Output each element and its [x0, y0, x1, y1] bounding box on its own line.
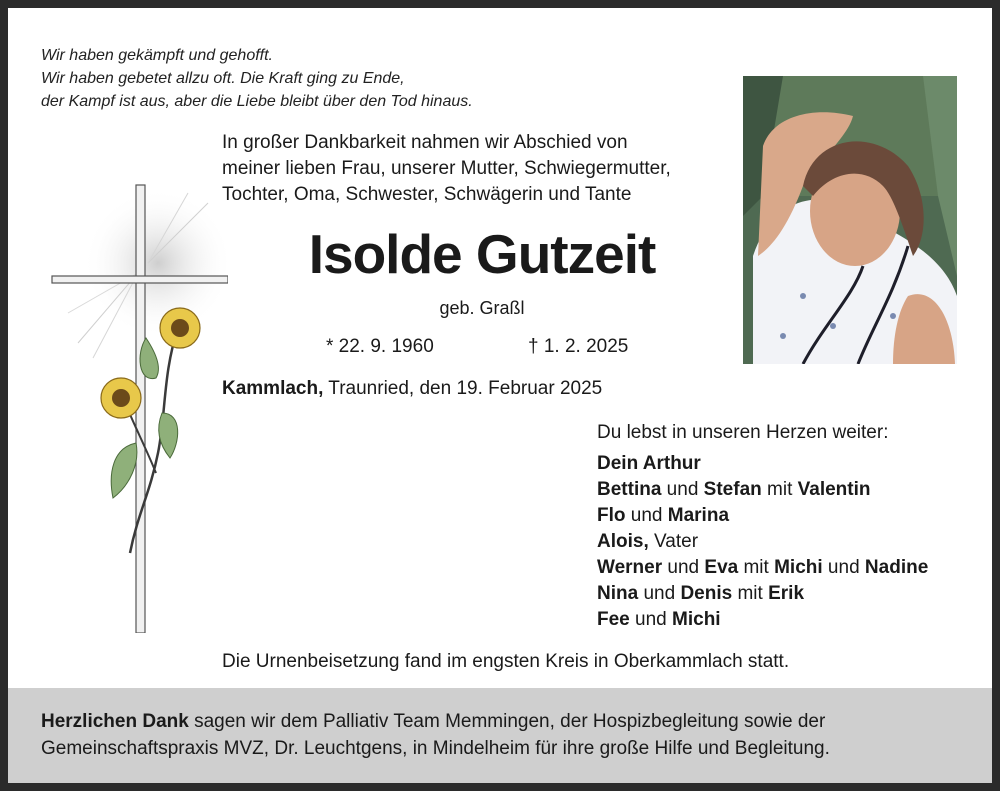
family-line — [597, 503, 928, 529]
sunflower-upper — [160, 308, 200, 348]
intro-text — [222, 130, 671, 208]
family-intro: Du lebst in unseren Herzen weiter: — [597, 422, 889, 443]
family-name: Stefan — [703, 479, 762, 500]
family-connector: mit — [761, 479, 798, 500]
family-connector: und — [662, 557, 705, 578]
intro-line: In großer Dankbarkeit nahmen wir Abschied von — [222, 132, 628, 153]
memorial-quote — [41, 44, 473, 113]
family-connector: Vater — [648, 531, 699, 552]
family-connector: und — [638, 583, 681, 604]
family-name: Michi — [774, 557, 823, 578]
family-name: Alois, — [597, 531, 649, 552]
obituary-card — [8, 8, 992, 783]
family-connector: und — [661, 479, 704, 500]
thanks-line: Gemeinschaftspraxis MVZ, Dr. Leuchtgens, in Mindelheim für ihre große Hilfe und Begleitung. — [41, 738, 830, 759]
family-name: Fee — [597, 609, 630, 630]
family-line — [597, 607, 928, 633]
family-name: Marina — [667, 505, 730, 526]
rays-shading — [68, 188, 228, 358]
born-name: geb. Graßl — [439, 298, 525, 318]
portrait-photo — [743, 76, 957, 364]
place-town: Kammlach, — [222, 378, 324, 399]
thanks-text — [41, 708, 830, 762]
family-connector: mit — [732, 583, 769, 604]
family-connector: und — [625, 505, 668, 526]
family-name: Werner — [597, 557, 663, 578]
family-connector: mit — [738, 557, 775, 578]
family-connector: und — [822, 557, 865, 578]
deceased-name: Isolde Gutzeit — [308, 223, 656, 285]
intro-line: meiner lieben Frau, unserer Mutter, Schwiegermutter, — [222, 158, 671, 179]
quote-line: Wir haben gekämpft und gehofft. — [41, 47, 273, 64]
family-name: Nina — [597, 583, 639, 604]
family-name: Michi — [672, 609, 721, 630]
death-date: † 1. 2. 2025 — [528, 336, 629, 357]
family-name: Nadine — [864, 557, 929, 578]
family-name: Flo — [597, 505, 626, 526]
family-line — [597, 555, 928, 581]
thanks-line1-rest: sagen wir dem Palliativ Team Memmingen, der Hospizbegleitung sowie der — [188, 711, 826, 732]
sunflower-lower — [101, 378, 141, 418]
quote-line: Wir haben gebetet allzu oft. Die Kraft ging zu Ende, — [41, 70, 405, 87]
quote-line: der Kampf ist aus, aber die Liebe bleibt über den Tod hinaus. — [41, 93, 473, 110]
place-date — [222, 378, 602, 400]
thanks-band — [8, 688, 992, 783]
family-line — [597, 451, 928, 477]
family-line — [597, 477, 928, 503]
intro-line: Tochter, Oma, Schwester, Schwägerin und Tante — [222, 184, 632, 205]
family-name: Bettina — [597, 479, 662, 500]
family-line — [597, 581, 928, 607]
family-name: Denis — [680, 583, 733, 604]
place-rest: Traunried, den 19. Februar 2025 — [323, 378, 603, 399]
birth-date: * 22. 9. 1960 — [326, 336, 434, 357]
thanks-line — [41, 708, 830, 735]
family-name: Valentin — [797, 479, 871, 500]
cross-with-sunflowers-drawing — [38, 173, 228, 633]
family-name: Eva — [704, 557, 739, 578]
family-list — [597, 451, 928, 633]
family-line — [597, 529, 928, 555]
family-connector: und — [629, 609, 673, 630]
thanks-bold: Herzlichen Dank — [41, 711, 189, 732]
family-name: Dein Arthur — [597, 453, 701, 474]
family-name: Erik — [768, 583, 805, 604]
urn-burial-note: Die Urnenbeisetzung fand im engsten Kreis in Oberkammlach statt. — [222, 651, 790, 672]
